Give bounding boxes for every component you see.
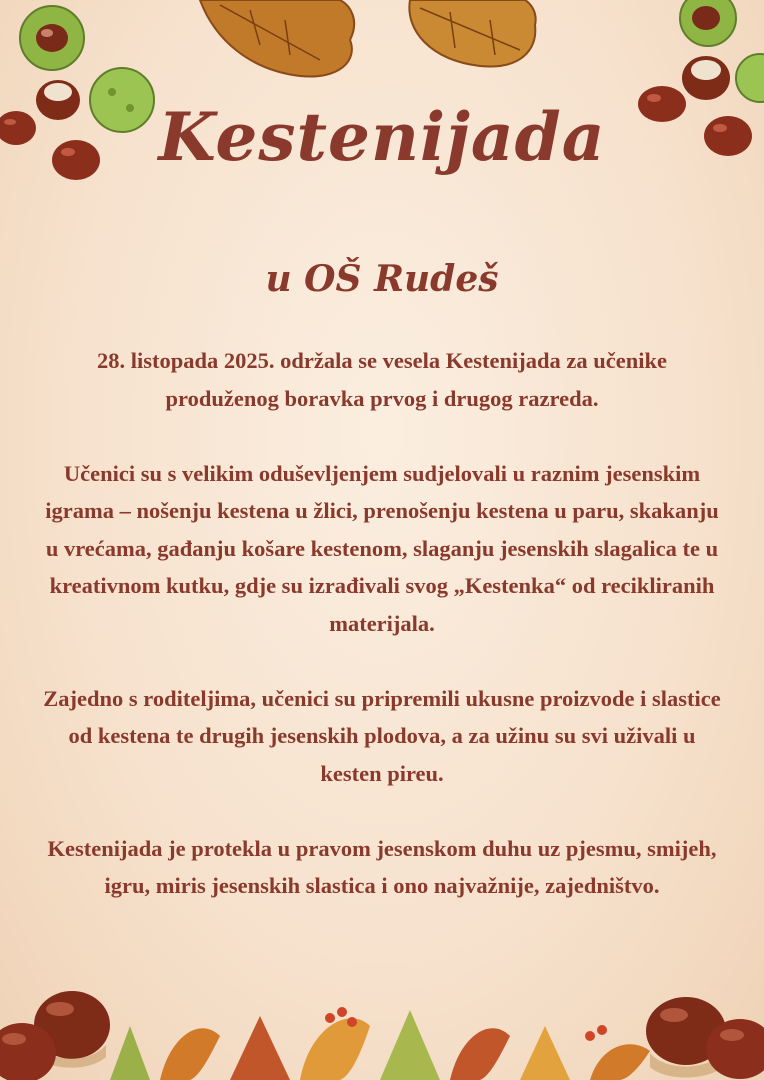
page-subtitle: u OŠ Rudeš (265, 258, 499, 300)
husk-icon (680, 0, 736, 46)
chestnut-pair-bottom-right-icon (640, 995, 764, 1080)
chestnut-pair-bottom-left-icon (0, 985, 115, 1080)
paragraph: Kestenijada je protekla u pravom jesenskom duhu uz pjesmu, smijeh, igru, miris jesenskih slastica i ono najvažnije, zajedništvo. (47, 835, 717, 898)
autumn-leaves-bottom-icon (90, 996, 680, 1080)
paragraph: Zajedno s roditeljima, učenici su pripremili ukusne proizvode i slastice od kestena te drugih jesenskih plodova, a za užinu su svi uživali u kesten pireu. (43, 685, 721, 786)
page-title: Kestenijada (158, 98, 606, 176)
husk-icon (20, 6, 84, 70)
oak-leaves-top-icon (190, 0, 570, 78)
chestnut-icon (682, 56, 730, 100)
husk-icon (736, 54, 764, 102)
article-body (40, 342, 724, 905)
paragraph: 28. listopada 2025. održala se vesela Kestenijada za učenike produženog boravka prvog i drugog razreda. (97, 348, 667, 411)
paragraph: Učenici su s velikim oduševljenjem sudjelovali u raznim jesenskim igrama – nošenju kestena u žlici, prenošenju kestena u paru, skakanju u vrećama, gađanju košare kestenom, slaganju jesenskih slagalica te u kreativnom kutku, gdje su izrađivali svog „Kestenka“ od recikliranih materijala. (45, 460, 719, 636)
